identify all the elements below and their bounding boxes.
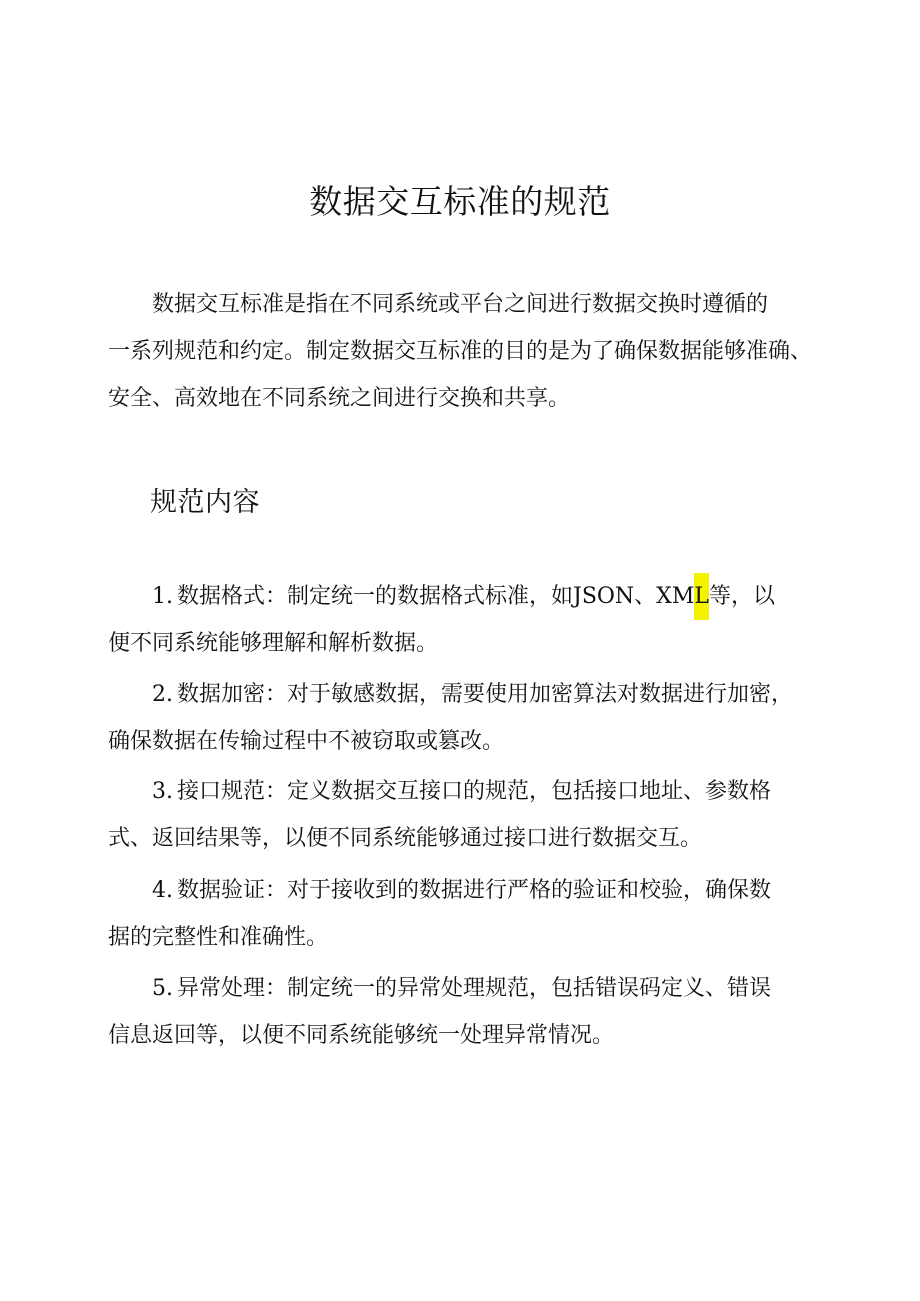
list-number: 4. bbox=[152, 878, 173, 903]
list-number: 3. bbox=[152, 779, 173, 804]
list-item-line: 式、返回结果等，以便不同系统能够通过接口进行数据交互。 bbox=[108, 826, 703, 851]
list-text: 等，以 bbox=[708, 584, 775, 609]
highlighted-text: L bbox=[694, 573, 709, 620]
list-item-interface-spec bbox=[108, 768, 828, 862]
list-number: 5. bbox=[152, 976, 173, 1001]
list-item-data-format bbox=[108, 573, 828, 667]
list-text: 接口规范：定义数据交互接口的规范，包括接口地址、参数格 bbox=[177, 779, 772, 804]
list-item-line: 信息返回等，以便不同系统能够统一处理异常情况。 bbox=[108, 1023, 615, 1048]
list-item-line bbox=[108, 573, 828, 620]
section-heading: 规范内容 bbox=[150, 487, 260, 518]
intro-paragraph bbox=[108, 281, 828, 422]
list-item-line bbox=[108, 671, 828, 718]
list-item-encryption bbox=[108, 671, 828, 765]
list-text: 数据验证：对于接收到的数据进行严格的验证和校验，确保数 bbox=[177, 878, 772, 903]
list-number: 2. bbox=[152, 682, 173, 707]
list-item-validation bbox=[108, 867, 828, 961]
list-item-line: 便不同系统能够理解和解析数据。 bbox=[108, 631, 439, 656]
list-text: 异常处理：制定统一的异常处理规范，包括错误码定义、错误 bbox=[177, 976, 772, 1001]
intro-line-2: 一系列规范和约定。制定数据交互标准的目的是为了确保数据能够准确、 bbox=[108, 339, 813, 364]
list-number: 1. bbox=[152, 584, 173, 609]
list-item-exception-handling bbox=[108, 965, 828, 1059]
page-title: 数据交互标准的规范 bbox=[309, 182, 611, 221]
list-text: 数据加密：对于敏感数据，需要使用加密算法对数据进行加密， bbox=[177, 682, 794, 707]
list-item-line bbox=[108, 867, 828, 914]
list-item-line bbox=[108, 768, 828, 815]
list-item-line: 确保数据在传输过程中不被窃取或篡改。 bbox=[108, 729, 505, 754]
list-text: 数据格式：制定统一的数据格式标准，如JSON、XM bbox=[177, 584, 695, 609]
list-item-line bbox=[108, 965, 828, 1012]
list-item-line: 据的完整性和准确性。 bbox=[108, 925, 329, 950]
intro-line-3: 安全、高效地在不同系统之间进行交换和共享。 bbox=[108, 386, 571, 411]
intro-line-1: 数据交互标准是指在不同系统或平台之间进行数据交换时遵循的 bbox=[152, 292, 769, 317]
